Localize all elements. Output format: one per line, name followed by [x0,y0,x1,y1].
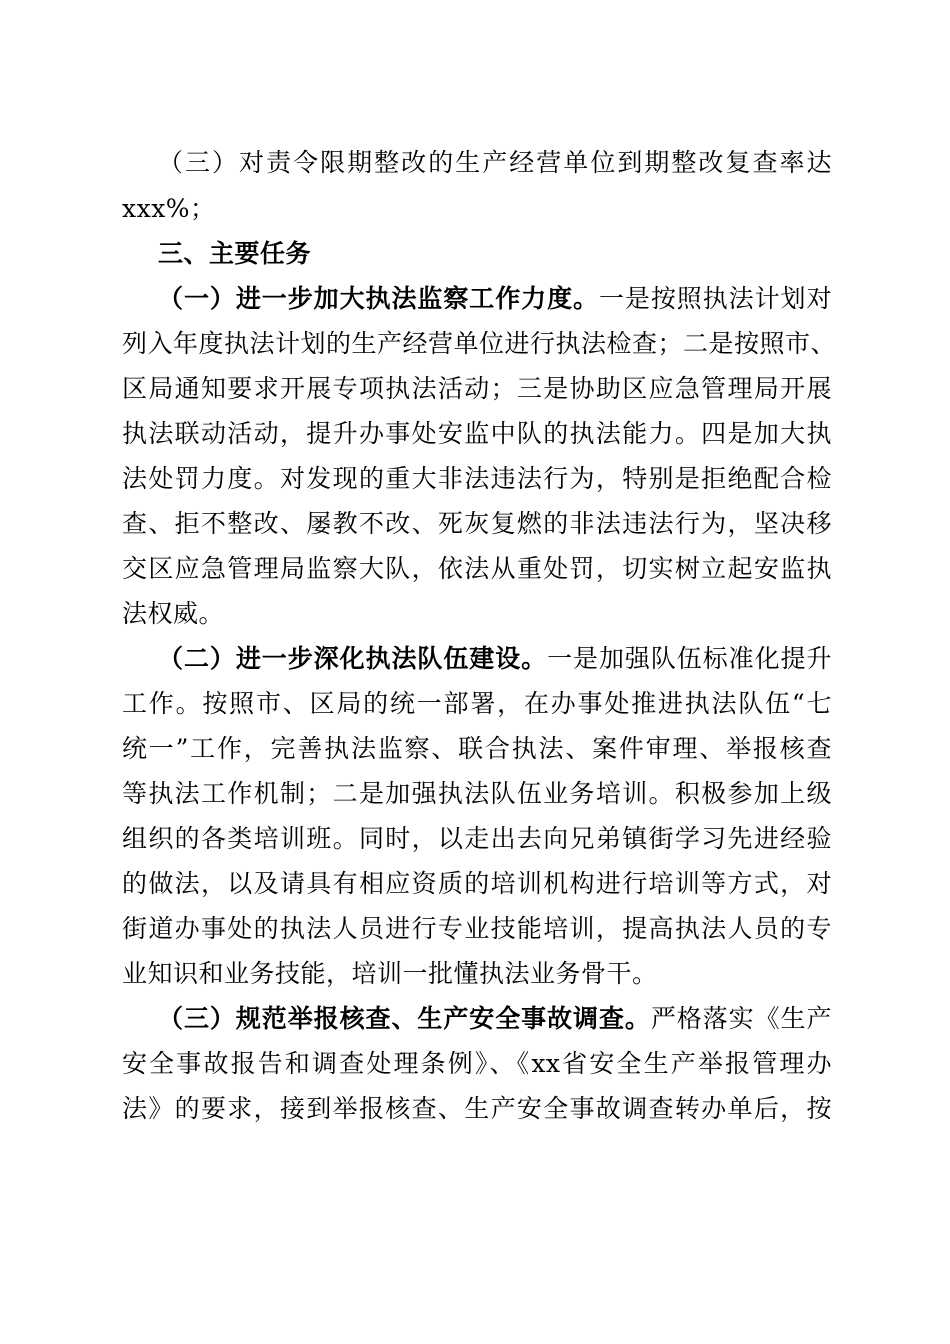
goal-item-3-line-2: xxx%； [122,194,216,223]
task-2-line-5: 组织的各类培训班。同时，以走出去向兄弟镇街学习先进经验 [122,824,832,853]
task-2-lead: （二）进一步深化执法队伍建设。 [158,644,548,673]
task-2-line-6: 的做法，以及请具有相应资质的培训机构进行培训等方式，对 [122,869,832,898]
task-1-line-6: 查、拒不整改、屡教不改、死灰复燃的非法违法行为，坚决移 [122,509,832,538]
goal-item-3-line-1: （三）对责令限期整改的生产经营单位到期整改复查率达 [158,148,832,177]
task-1-line-1-rest: 一是按照执法计划对 [598,284,832,313]
task-1-line-4: 执法联动活动，提升办事处安监中队的执法能力。四是加大执 [122,419,832,448]
task-2-line-3: 统一”工作，完善执法监察、联合执法、案件审理、举报核查 [122,734,832,763]
task-2-line-4: 等执法工作机制；二是加强执法队伍业务培训。积极参加上级 [122,779,832,808]
task-3-lead: （三）规范举报核查、生产安全事故调查。 [158,1004,651,1033]
task-3-line-1-rest: 严格落实《生产 [650,1004,832,1033]
task-1-line-7: 交区应急管理局监察大队，依法从重处罚，切实树立起安监执 [122,554,832,583]
task-1-line-3: 区局通知要求开展专项执法活动；三是协助区应急管理局开展 [122,374,832,403]
task-1-line-8: 法权威。 [122,599,225,628]
task-1-line-2: 列入年度执法计划的生产经营单位进行执法检查；二是按照市、 [122,329,837,358]
task-1-lead: （一）进一步加大执法监察工作力度。 [158,284,599,313]
section-title-main-tasks: 三、主要任务 [158,239,312,268]
task-2-line-8: 业知识和业务技能，培训一批懂执法业务骨干。 [122,959,658,988]
task-2-line-1 [158,639,832,679]
task-3-line-3: 法》的要求，接到举报核查、生产安全事故调查转办单后，按 [122,1094,832,1123]
task-2-line-1-rest: 一是加强队伍标准化提升 [547,644,832,673]
task-2-line-2: 工作。按照市、区局的统一部署，在办事处推进执法队伍“七 [122,689,832,718]
task-2-line-7: 街道办事处的执法人员进行专业技能培训，提高执法人员的专 [122,914,832,943]
task-1-line-1 [158,279,832,319]
task-3-line-2: 安全事故报告和调查处理条例》、《xx省安全生产举报管理办 [122,1049,832,1078]
task-1-line-5: 法处罚力度。对发现的重大非法违法行为，特别是拒绝配合检 [122,464,832,493]
task-3-line-1 [158,999,832,1039]
